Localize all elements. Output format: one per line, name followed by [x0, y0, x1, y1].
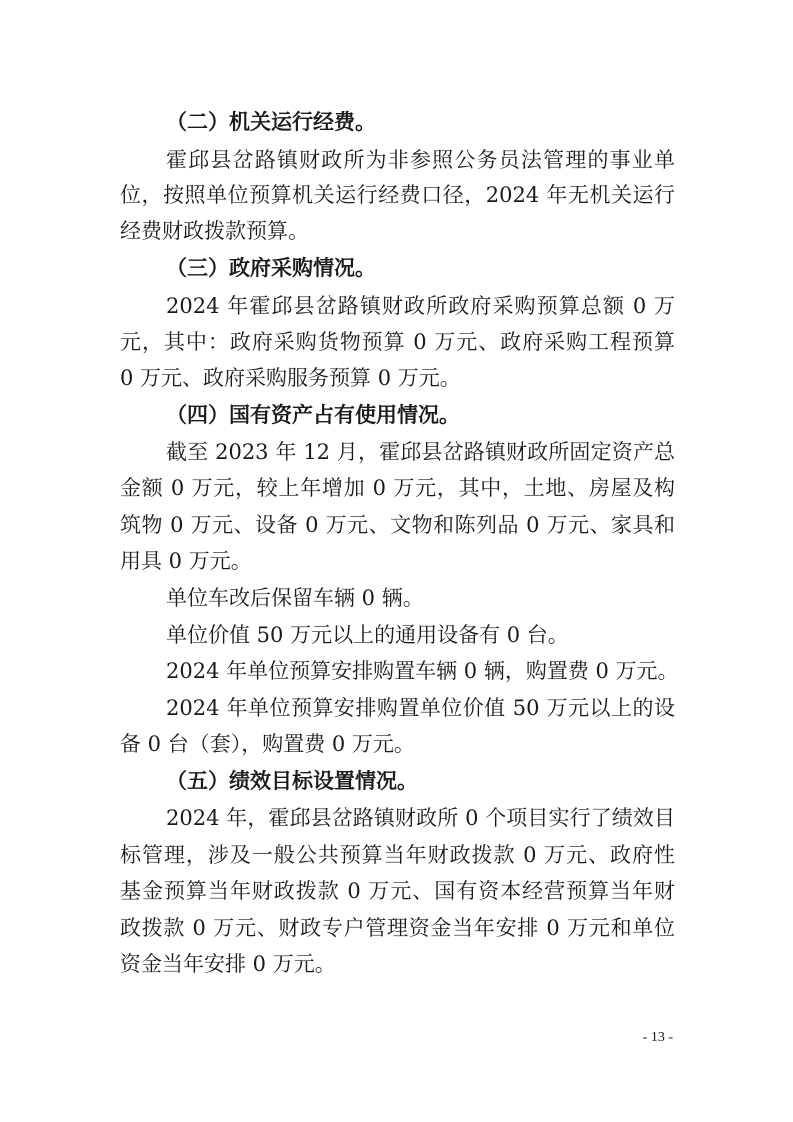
- paragraph-line: 元，其中：政府采购货物预算 0 万元、政府采购工程预算: [120, 330, 675, 354]
- paragraph-line: 霍邱县岔路镇财政所为非参照公务员法管理的事业单: [166, 148, 675, 172]
- page-number: - 13 -: [642, 1030, 673, 1045]
- paragraph-line: 0 万元、政府采购服务预算 0 万元。: [120, 366, 461, 390]
- paragraph-line: 政拨款 0 万元、财政专户管理资金当年安排 0 万元和单位: [120, 916, 675, 940]
- paragraph-line: 资金当年安排 0 万元。: [120, 952, 336, 976]
- paragraph-line: 用具 0 万元。: [120, 549, 252, 573]
- paragraph-line: 金额 0 万元，较上年增加 0 万元，其中，土地、房屋及构: [120, 476, 675, 500]
- paragraph-line: 备 0 台（套），购置费 0 万元。: [120, 732, 415, 756]
- section-heading-3: （三）政府采购情况。: [166, 256, 376, 280]
- paragraph-line: 位，按照单位预算机关运行经费口径，2024 年无机关运行: [120, 183, 675, 207]
- paragraph-line: 标管理，涉及一般公共预算当年财政拨款 0 万元、政府性: [120, 843, 675, 867]
- paragraph-line: 经费财政拨款预算。: [120, 219, 309, 243]
- paragraph-line: 截至 2023 年 12 月，霍邱县岔路镇财政所固定资产总: [166, 440, 675, 464]
- paragraph-line: 2024 年霍邱县岔路镇财政所政府采购预算总额 0 万: [166, 294, 675, 318]
- section-heading-2: （二）机关运行经费。: [166, 110, 376, 134]
- paragraph-line: 2024 年单位预算安排购置车辆 0 辆，购置费 0 万元。: [166, 659, 679, 683]
- paragraph-line: 单位价值 50 万元以上的通用设备有 0 台。: [166, 623, 569, 647]
- section-heading-4: （四）国有资产占有使用情况。: [166, 403, 460, 427]
- paragraph-line: 基金预算当年财政拨款 0 万元、国有资本经营预算当年财: [120, 879, 675, 903]
- paragraph-line: 2024 年，霍邱县岔路镇财政所 0 个项目实行了绩效目: [166, 806, 675, 830]
- paragraph-line: 筑物 0 万元、设备 0 万元、文物和陈列品 0 万元、家具和: [120, 513, 675, 537]
- paragraph-line: 单位车改后保留车辆 0 辆。: [166, 586, 424, 610]
- section-heading-5: （五）绩效目标设置情况。: [166, 769, 418, 793]
- paragraph-line: 2024 年单位预算安排购置单位价值 50 万元以上的设: [166, 696, 675, 720]
